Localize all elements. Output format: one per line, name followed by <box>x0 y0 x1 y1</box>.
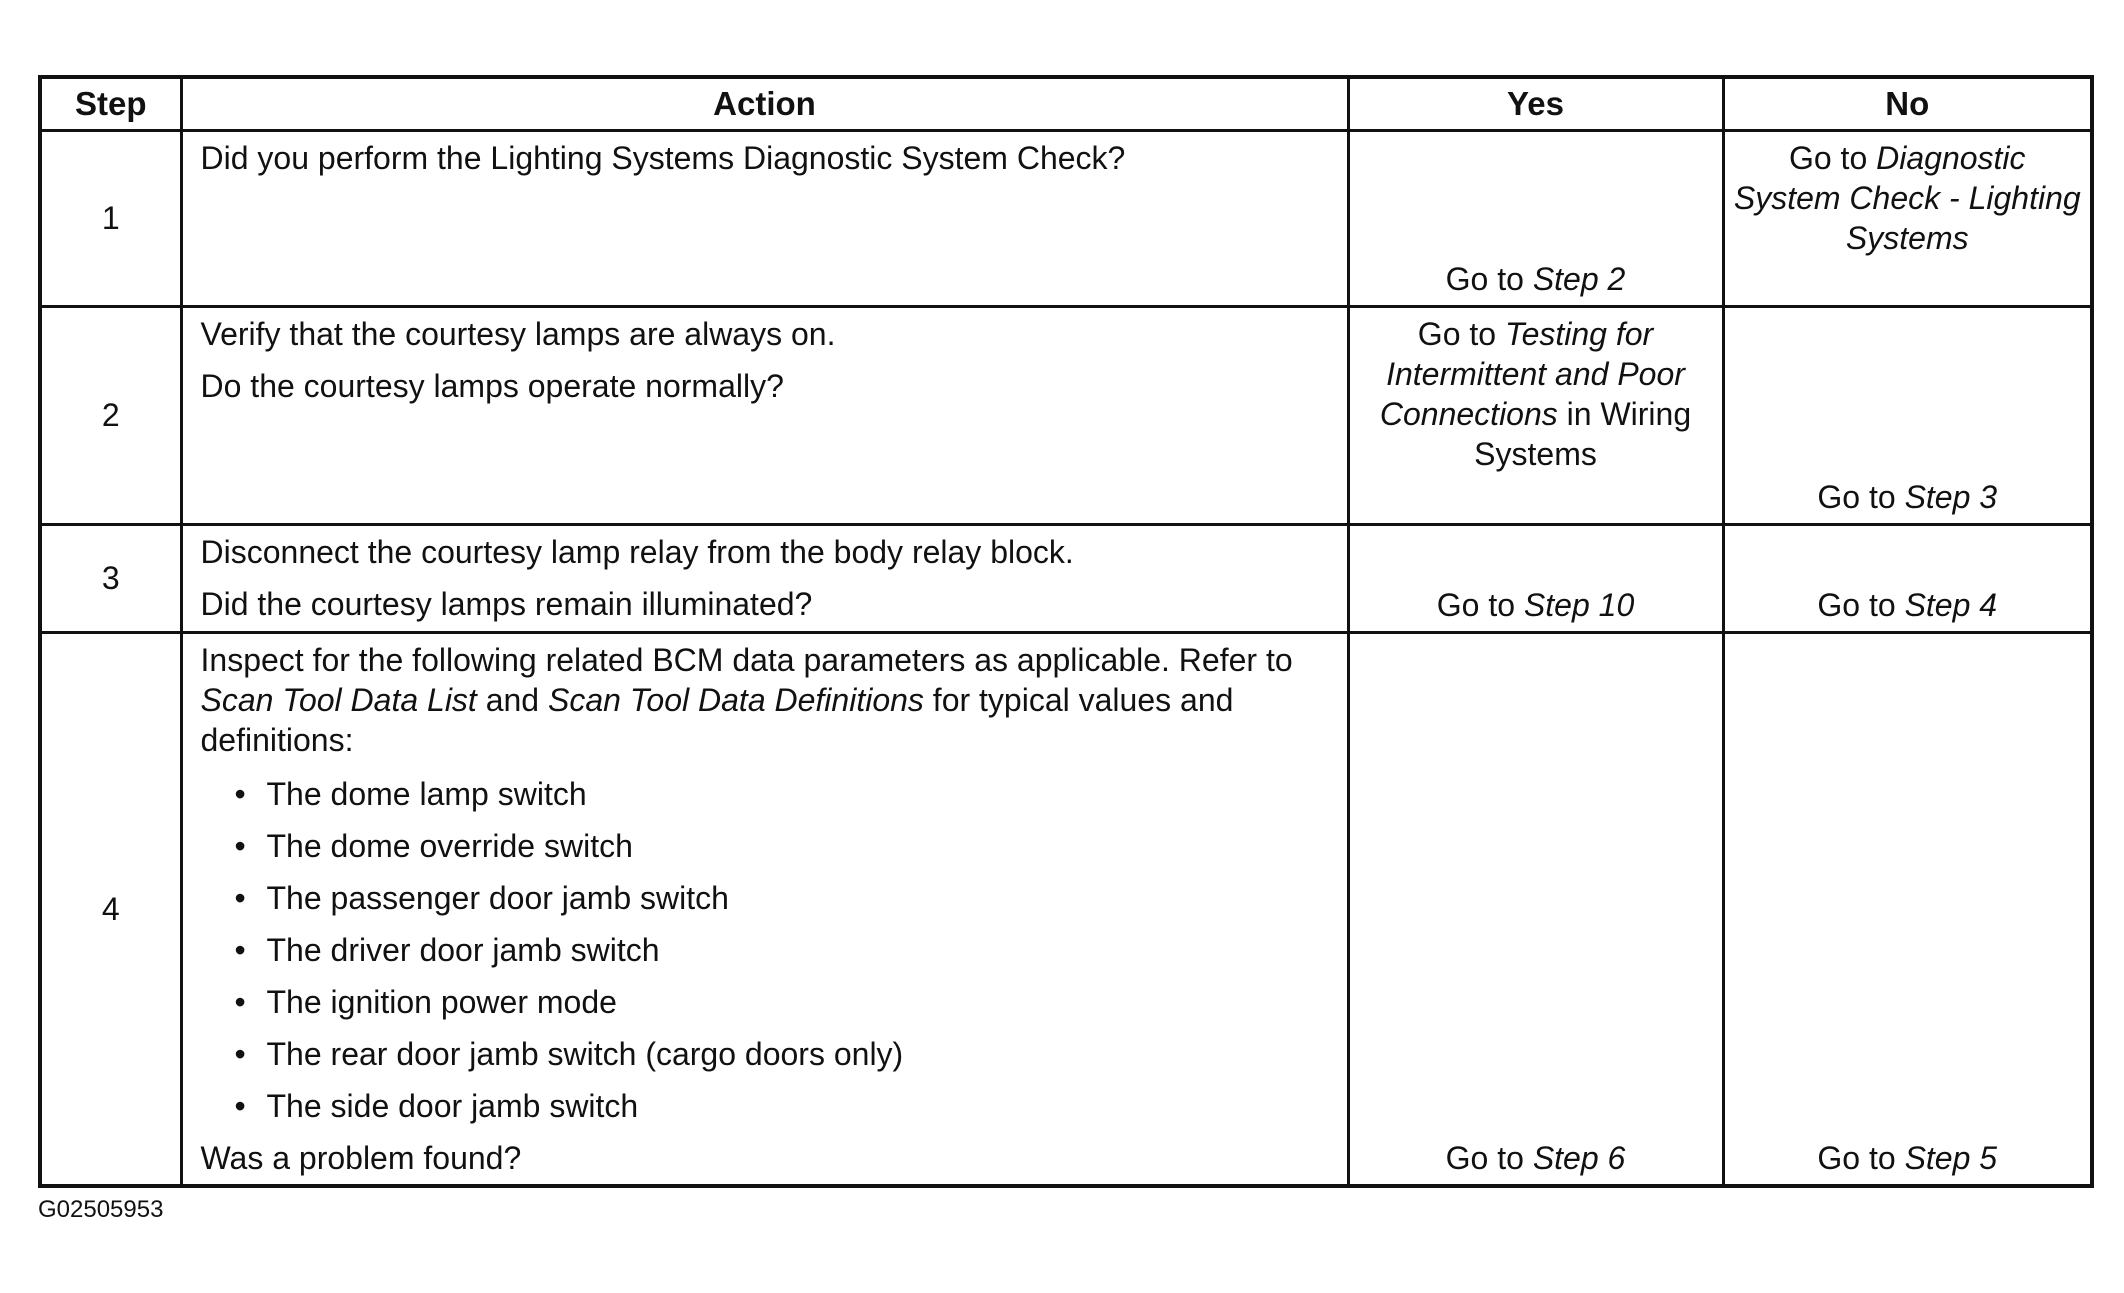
list-item: • The side door jamb switch <box>235 1080 1329 1132</box>
action-question: Do the courtesy lamps operate normally? <box>200 367 784 404</box>
list-item: • The ignition power mode <box>235 976 1329 1028</box>
list-item: • The driver door jamb switch <box>235 924 1329 976</box>
no-cell <box>1723 130 2092 306</box>
goto-link[interactable]: Step 10 <box>1523 586 1635 623</box>
goto-text: Go to <box>1817 478 1896 515</box>
intro-part1: Inspect for the following related BCM data parameters as applicable. Refer to <box>200 641 1293 678</box>
goto-text: Go to <box>1788 139 1868 176</box>
no-result <box>1733 1138 2083 1178</box>
intro-part2: and <box>485 681 540 718</box>
action-intro <box>201 640 1329 760</box>
goto-link[interactable]: Diagnostic System Check - Lighting Systems <box>1733 139 2081 256</box>
step-number: 2 <box>40 306 181 524</box>
header-action: Action <box>181 77 1348 130</box>
table-header-row <box>40 77 2092 130</box>
goto-link[interactable]: Step 5 <box>1904 1139 1998 1176</box>
parameter-list <box>201 768 1329 1132</box>
step-number: 3 <box>40 524 181 632</box>
no-cell <box>1723 632 2092 1186</box>
diagnostic-table <box>38 75 2094 1188</box>
table-row <box>40 524 2092 632</box>
goto-link[interactable]: Testing for Intermittent and Poor Connections <box>1379 315 1685 432</box>
goto-link[interactable]: Step 4 <box>1904 586 1998 623</box>
header-no: No <box>1723 77 2092 130</box>
table-row <box>40 306 2092 524</box>
no-cell <box>1723 524 2092 632</box>
goto-suffix: in Wiring Systems <box>1474 395 1692 472</box>
table-row <box>40 632 2092 1186</box>
no-result <box>1733 138 2083 258</box>
step-number: 4 <box>40 632 181 1186</box>
action-question: Did the courtesy lamps remain illuminated? <box>200 585 813 622</box>
yes-cell <box>1348 130 1723 306</box>
figure-id: G02505953 <box>38 1196 164 1223</box>
list-item: • The dome override switch <box>235 820 1329 872</box>
action-cell <box>181 632 1348 1186</box>
scan-tool-data-list-link[interactable]: Scan Tool Data List <box>200 681 477 718</box>
step-number: 1 <box>40 130 181 306</box>
yes-result <box>1358 314 1714 474</box>
yes-cell <box>1348 306 1723 524</box>
goto-link[interactable]: Step 6 <box>1532 1139 1626 1176</box>
goto-text: Go to <box>1445 1139 1524 1176</box>
goto-text: Go to <box>1817 586 1896 623</box>
action-text: Did you perform the Lighting Systems Diagnostic System Check? <box>200 139 1126 176</box>
action-text: Verify that the courtesy lamps are always on. <box>200 315 836 352</box>
yes-cell <box>1348 524 1723 632</box>
goto-link[interactable]: Step 3 <box>1904 478 1998 515</box>
list-item: • The rear door jamb switch (cargo doors only) <box>235 1028 1329 1080</box>
no-result <box>1733 585 2083 625</box>
yes-result <box>1358 259 1714 299</box>
list-item: • The dome lamp switch <box>235 768 1329 820</box>
list-item: • The passenger door jamb switch <box>235 872 1329 924</box>
header-yes: Yes <box>1348 77 1723 130</box>
goto-text: Go to <box>1445 260 1524 297</box>
goto-link[interactable]: Step 2 <box>1532 260 1626 297</box>
goto-text: Go to <box>1417 315 1497 352</box>
header-step: Step <box>40 77 181 130</box>
no-cell <box>1723 306 2092 524</box>
action-cell <box>181 306 1348 524</box>
action-cell <box>181 130 1348 306</box>
action-question: Was a problem found? <box>200 1139 522 1176</box>
intro-part3: for typical values and definitions: <box>200 681 1234 758</box>
yes-result <box>1358 585 1714 625</box>
goto-text: Go to <box>1817 1139 1896 1176</box>
action-text: Disconnect the courtesy lamp relay from the body relay block. <box>200 533 1074 570</box>
goto-text: Go to <box>1436 586 1516 623</box>
yes-cell <box>1348 632 1723 1186</box>
scan-tool-data-definitions-link[interactable]: Scan Tool Data Definitions <box>547 681 924 718</box>
no-result <box>1733 477 2083 517</box>
action-cell <box>181 524 1348 632</box>
yes-result <box>1358 1138 1714 1178</box>
table-row <box>40 130 2092 306</box>
